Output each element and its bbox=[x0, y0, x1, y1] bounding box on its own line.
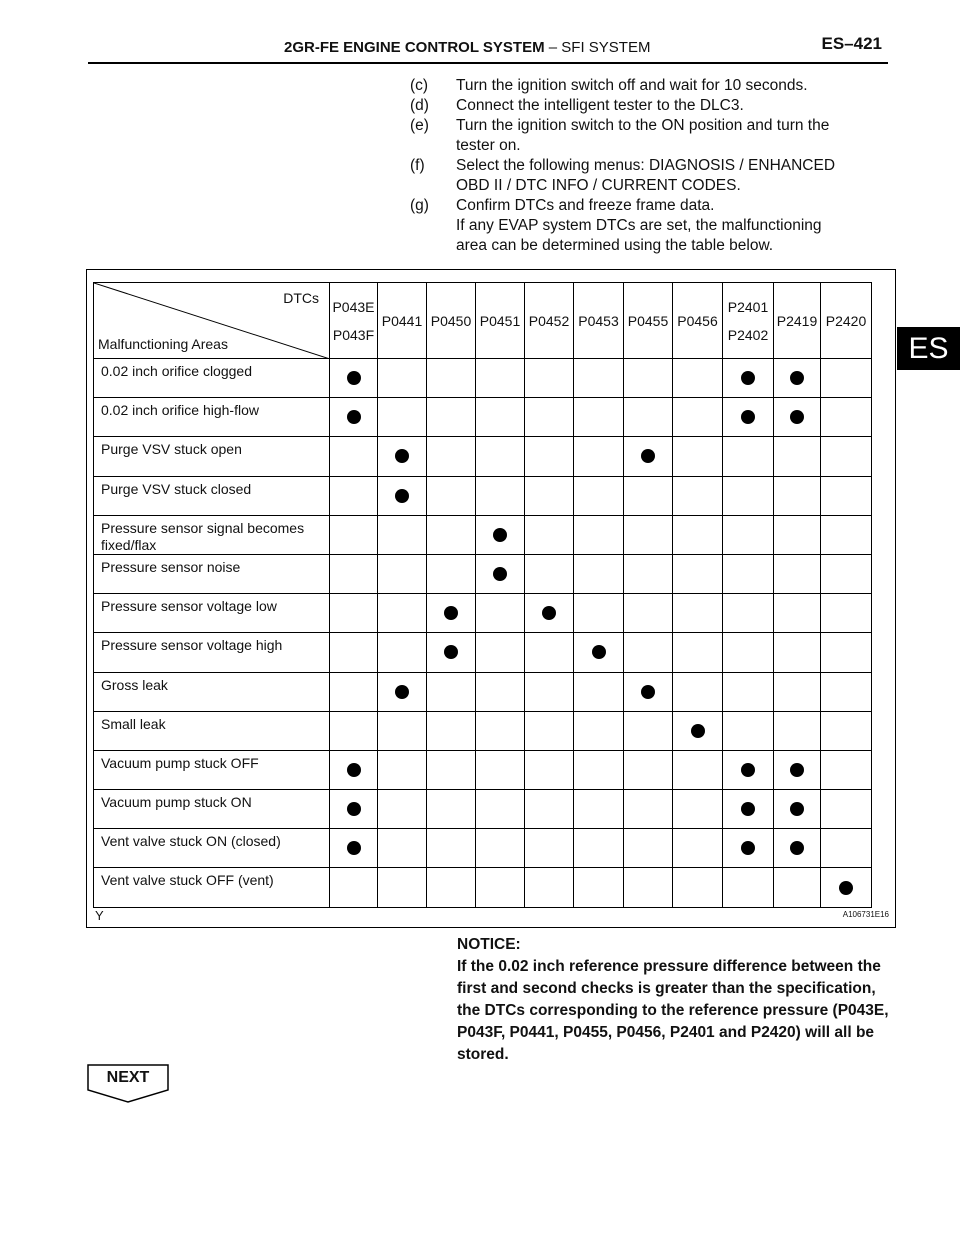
dtc-mark-cell bbox=[574, 398, 624, 437]
dtc-mark-cell bbox=[378, 398, 427, 437]
dtc-mark-cell bbox=[476, 711, 525, 750]
dtc-mark-cell bbox=[774, 790, 821, 829]
dtc-mark-cell bbox=[624, 790, 673, 829]
dtc-mark-cell bbox=[673, 868, 723, 907]
step-line: If any EVAP system DTCs are set, the malfunctioning bbox=[456, 217, 822, 234]
dtc-column-header bbox=[723, 283, 774, 359]
applicable-dot-icon bbox=[790, 763, 804, 777]
dtc-mark-cell bbox=[723, 476, 774, 515]
dtc-mark-cell bbox=[427, 672, 476, 711]
malfunction-area-cell: Vent valve stuck ON (closed) bbox=[94, 829, 330, 868]
malfunction-area-cell: Pressure sensor voltage low bbox=[94, 594, 330, 633]
dtc-mark-cell bbox=[821, 515, 872, 554]
dtc-mark-cell bbox=[673, 633, 723, 672]
next-button[interactable] bbox=[87, 1064, 169, 1104]
dtc-code: P2419 bbox=[776, 312, 818, 329]
dtc-mark-cell bbox=[476, 515, 525, 554]
dtc-mark-cell bbox=[574, 672, 624, 711]
procedure-step bbox=[410, 76, 900, 96]
procedure-step bbox=[410, 116, 900, 156]
step-text bbox=[456, 96, 900, 116]
malfunction-area-cell: Purge VSV stuck closed bbox=[94, 476, 330, 515]
applicable-dot-icon bbox=[592, 645, 606, 659]
dtc-column-header bbox=[427, 283, 476, 359]
dtc-mark-cell bbox=[525, 750, 574, 789]
dtc-mark-cell bbox=[624, 437, 673, 476]
dtc-mark-cell bbox=[574, 790, 624, 829]
dtc-code: P0441 bbox=[381, 312, 423, 329]
dtc-mark-cell bbox=[673, 554, 723, 593]
dtc-mark-cell bbox=[774, 398, 821, 437]
dtc-code: P043E bbox=[332, 298, 375, 315]
dtc-mark-cell bbox=[624, 672, 673, 711]
malfunction-area-cell: Pressure sensor noise bbox=[94, 554, 330, 593]
dtc-mark-cell bbox=[624, 868, 673, 907]
malfunction-area-cell: Vacuum pump stuck ON bbox=[94, 790, 330, 829]
notice-heading: NOTICE: bbox=[457, 936, 521, 953]
dtc-mark-cell bbox=[723, 750, 774, 789]
applicable-dot-icon bbox=[741, 802, 755, 816]
dtc-mark-cell bbox=[723, 398, 774, 437]
dtc-mark-cell bbox=[525, 790, 574, 829]
dtc-mark-cell bbox=[378, 750, 427, 789]
malfunction-area-cell: 0.02 inch orifice clogged bbox=[94, 359, 330, 398]
applicable-dot-icon bbox=[347, 763, 361, 777]
dtc-mark-cell bbox=[476, 868, 525, 907]
dtc-mark-cell bbox=[525, 829, 574, 868]
dtc-mark-cell bbox=[774, 711, 821, 750]
dtc-code: P043F bbox=[332, 326, 375, 343]
corner-areas-label: Malfunctioning Areas bbox=[98, 336, 228, 352]
dtc-mark-cell bbox=[821, 790, 872, 829]
dtc-mark-cell bbox=[427, 711, 476, 750]
dtc-mark-cell bbox=[821, 750, 872, 789]
step-label: (c) bbox=[410, 77, 429, 94]
step-line: OBD II / DTC INFO / CURRENT CODES. bbox=[456, 177, 741, 194]
applicable-dot-icon bbox=[741, 841, 755, 855]
dtc-mark-cell bbox=[476, 476, 525, 515]
dtc-code: P0455 bbox=[627, 312, 669, 329]
corner-dtcs-label: DTCs bbox=[283, 290, 319, 306]
dtc-mark-cell bbox=[673, 790, 723, 829]
dtc-mark-cell bbox=[574, 359, 624, 398]
dtc-mark-cell bbox=[525, 476, 574, 515]
corner-header bbox=[94, 283, 330, 359]
dtc-mark-cell bbox=[330, 398, 378, 437]
dtc-mark-cell bbox=[574, 868, 624, 907]
header-title: 2GR-FE ENGINE CONTROL SYSTEM – SFI SYSTEM bbox=[284, 39, 651, 56]
step-line: Turn the ignition switch to the ON position and turn the bbox=[456, 117, 830, 134]
dtc-mark-cell bbox=[427, 868, 476, 907]
dtc-mark-cell bbox=[378, 711, 427, 750]
dtc-mark-cell bbox=[774, 594, 821, 633]
dtc-code: P0451 bbox=[479, 312, 521, 329]
step-line: Select the following menus: DIAGNOSIS / ENHANCED bbox=[456, 157, 836, 174]
dtc-mark-cell bbox=[774, 633, 821, 672]
table-row bbox=[94, 515, 872, 554]
table-row bbox=[94, 476, 872, 515]
dtc-mark-cell bbox=[774, 868, 821, 907]
step-text bbox=[456, 156, 900, 196]
dtc-mark-cell bbox=[427, 476, 476, 515]
step-label: (f) bbox=[410, 157, 425, 174]
dtc-mark-cell bbox=[330, 672, 378, 711]
dtc-mark-cell bbox=[821, 672, 872, 711]
dtc-mark-cell bbox=[574, 594, 624, 633]
dtc-mark-cell bbox=[723, 633, 774, 672]
dtc-code: P0456 bbox=[677, 312, 718, 329]
dtc-mark-cell bbox=[574, 829, 624, 868]
dtc-mark-cell bbox=[723, 359, 774, 398]
dtc-mark-cell bbox=[476, 554, 525, 593]
dtc-mark-cell bbox=[378, 594, 427, 633]
dtc-mark-cell bbox=[673, 829, 723, 868]
dtc-mark-cell bbox=[525, 633, 574, 672]
applicable-dot-icon bbox=[641, 449, 655, 463]
procedure-step bbox=[410, 96, 900, 116]
dtc-mark-cell bbox=[525, 554, 574, 593]
dtc-mark-cell bbox=[624, 750, 673, 789]
dtc-mark-cell bbox=[624, 398, 673, 437]
dtc-mark-cell bbox=[821, 633, 872, 672]
dtc-mark-cell bbox=[525, 359, 574, 398]
dtc-mark-cell bbox=[673, 398, 723, 437]
table-row bbox=[94, 437, 872, 476]
dtc-mark-cell bbox=[574, 476, 624, 515]
dtc-mark-cell bbox=[673, 711, 723, 750]
dtc-mark-cell bbox=[624, 359, 673, 398]
dtc-mark-cell bbox=[476, 359, 525, 398]
dtc-mark-cell bbox=[476, 829, 525, 868]
dtc-mark-cell bbox=[624, 594, 673, 633]
dtc-code: P2401 bbox=[727, 298, 769, 315]
dtc-code: P0453 bbox=[578, 312, 619, 329]
dtc-code: P2402 bbox=[727, 326, 769, 343]
table-row bbox=[94, 790, 872, 829]
dtc-mark-cell bbox=[330, 476, 378, 515]
dtc-mark-cell bbox=[821, 437, 872, 476]
dtc-mark-cell bbox=[774, 476, 821, 515]
dtc-mark-cell bbox=[476, 633, 525, 672]
step-text bbox=[456, 196, 900, 256]
applicable-dot-icon bbox=[395, 449, 409, 463]
table-row bbox=[94, 359, 872, 398]
step-line: Turn the ignition switch off and wait for 10 seconds. bbox=[456, 77, 808, 94]
applicable-dot-icon bbox=[444, 606, 458, 620]
dtc-mark-cell bbox=[821, 398, 872, 437]
dtc-mark-cell bbox=[723, 868, 774, 907]
step-text bbox=[456, 116, 900, 156]
table-row bbox=[94, 554, 872, 593]
dtc-mark-cell bbox=[723, 672, 774, 711]
dtc-mark-cell bbox=[330, 554, 378, 593]
table-row bbox=[94, 398, 872, 437]
dtc-table bbox=[93, 282, 872, 908]
step-text bbox=[456, 76, 900, 96]
table-row bbox=[94, 711, 872, 750]
step-label: (d) bbox=[410, 97, 429, 114]
dtc-mark-cell bbox=[378, 359, 427, 398]
dtc-column-header bbox=[774, 283, 821, 359]
applicable-dot-icon bbox=[741, 410, 755, 424]
dtc-mark-cell bbox=[378, 672, 427, 711]
dtc-mark-cell bbox=[378, 829, 427, 868]
malfunction-area-cell: Vent valve stuck OFF (vent) bbox=[94, 868, 330, 907]
dtc-mark-cell bbox=[330, 359, 378, 398]
malfunction-area-cell: Pressure sensor voltage high bbox=[94, 633, 330, 672]
notice-body: If the 0.02 inch reference pressure difference between the first and second checks is greater than the specification, the DTCs corresponding to the reference pressure (P043E, P043F, P0441, P0455, P0456, P2401 and P2420) will all be stored. bbox=[457, 958, 889, 1063]
page-header bbox=[88, 34, 888, 64]
dtc-mark-cell bbox=[774, 554, 821, 593]
step-line: Confirm DTCs and freeze frame data. bbox=[456, 197, 715, 214]
dtc-column-header bbox=[574, 283, 624, 359]
step-line: Connect the intelligent tester to the DLC3. bbox=[456, 97, 744, 114]
dtc-mark-cell bbox=[821, 554, 872, 593]
dtc-mark-cell bbox=[821, 868, 872, 907]
dtc-mark-cell bbox=[330, 711, 378, 750]
figure-mark: Y bbox=[95, 908, 104, 923]
dtc-mark-cell bbox=[673, 750, 723, 789]
dtc-mark-cell bbox=[723, 790, 774, 829]
dtc-mark-cell bbox=[427, 515, 476, 554]
dtc-mark-cell bbox=[673, 594, 723, 633]
dtc-mark-cell bbox=[378, 515, 427, 554]
malfunction-area-cell: Gross leak bbox=[94, 672, 330, 711]
dtc-mark-cell bbox=[427, 829, 476, 868]
dtc-mark-cell bbox=[476, 790, 525, 829]
dtc-figure bbox=[86, 269, 896, 928]
applicable-dot-icon bbox=[542, 606, 556, 620]
dtc-mark-cell bbox=[723, 829, 774, 868]
applicable-dot-icon bbox=[347, 371, 361, 385]
applicable-dot-icon bbox=[839, 881, 853, 895]
dtc-mark-cell bbox=[330, 750, 378, 789]
dtc-mark-cell bbox=[723, 515, 774, 554]
dtc-mark-cell bbox=[774, 515, 821, 554]
dtc-column-header bbox=[624, 283, 673, 359]
dtc-mark-cell bbox=[673, 515, 723, 554]
table-row bbox=[94, 633, 872, 672]
dtc-mark-cell bbox=[673, 359, 723, 398]
dtc-mark-cell bbox=[330, 633, 378, 672]
dtc-mark-cell bbox=[574, 515, 624, 554]
applicable-dot-icon bbox=[444, 645, 458, 659]
dtc-mark-cell bbox=[427, 554, 476, 593]
dtc-mark-cell bbox=[378, 633, 427, 672]
applicable-dot-icon bbox=[493, 528, 507, 542]
dtc-mark-cell bbox=[774, 359, 821, 398]
applicable-dot-icon bbox=[741, 763, 755, 777]
section-tab: ES bbox=[897, 327, 960, 370]
dtc-mark-cell bbox=[774, 672, 821, 711]
dtc-mark-cell bbox=[427, 398, 476, 437]
applicable-dot-icon bbox=[493, 567, 507, 581]
dtc-mark-cell bbox=[378, 437, 427, 476]
dtc-mark-cell bbox=[774, 829, 821, 868]
dtc-code: P0452 bbox=[528, 312, 570, 329]
dtc-mark-cell bbox=[574, 750, 624, 789]
dtc-mark-cell bbox=[476, 594, 525, 633]
dtc-mark-cell bbox=[427, 790, 476, 829]
dtc-mark-cell bbox=[821, 594, 872, 633]
dtc-mark-cell bbox=[427, 633, 476, 672]
applicable-dot-icon bbox=[790, 802, 804, 816]
malfunction-area-cell: 0.02 inch orifice high-flow bbox=[94, 398, 330, 437]
procedure-step bbox=[410, 196, 900, 256]
dtc-mark-cell bbox=[525, 868, 574, 907]
dtc-mark-cell bbox=[723, 711, 774, 750]
applicable-dot-icon bbox=[790, 371, 804, 385]
dtc-mark-cell bbox=[574, 711, 624, 750]
page-number: ES–421 bbox=[821, 34, 882, 53]
malfunction-area-cell: Pressure sensor signal becomes fixed/flax bbox=[94, 515, 330, 554]
dtc-mark-cell bbox=[624, 633, 673, 672]
dtc-mark-cell bbox=[673, 672, 723, 711]
dtc-column-header bbox=[330, 283, 378, 359]
dtc-mark-cell bbox=[525, 711, 574, 750]
applicable-dot-icon bbox=[347, 802, 361, 816]
table-row bbox=[94, 672, 872, 711]
dtc-mark-cell bbox=[624, 554, 673, 593]
dtc-mark-cell bbox=[574, 554, 624, 593]
dtc-mark-cell bbox=[378, 790, 427, 829]
dtc-mark-cell bbox=[723, 437, 774, 476]
dtc-column-header bbox=[476, 283, 525, 359]
dtc-mark-cell bbox=[330, 868, 378, 907]
dtc-mark-cell bbox=[525, 515, 574, 554]
dtc-mark-cell bbox=[427, 359, 476, 398]
step-label: (e) bbox=[410, 117, 429, 134]
dtc-mark-cell bbox=[673, 476, 723, 515]
procedure-steps bbox=[410, 76, 900, 256]
next-label: NEXT bbox=[106, 1069, 150, 1086]
step-line: tester on. bbox=[456, 137, 521, 154]
malfunction-area-cell: Small leak bbox=[94, 711, 330, 750]
dtc-mark-cell bbox=[330, 829, 378, 868]
table-row bbox=[94, 750, 872, 789]
dtc-mark-cell bbox=[427, 594, 476, 633]
dtc-mark-cell bbox=[624, 476, 673, 515]
table-row bbox=[94, 594, 872, 633]
applicable-dot-icon bbox=[741, 371, 755, 385]
dtc-mark-cell bbox=[525, 437, 574, 476]
dtc-mark-cell bbox=[673, 437, 723, 476]
applicable-dot-icon bbox=[395, 685, 409, 699]
table-row bbox=[94, 829, 872, 868]
applicable-dot-icon bbox=[347, 841, 361, 855]
dtc-mark-cell bbox=[330, 437, 378, 476]
applicable-dot-icon bbox=[691, 724, 705, 738]
dtc-mark-cell bbox=[821, 476, 872, 515]
procedure-step bbox=[410, 156, 900, 196]
dtc-column-header bbox=[525, 283, 574, 359]
dtc-mark-cell bbox=[378, 554, 427, 593]
dtc-code: P0450 bbox=[430, 312, 472, 329]
figure-id: A106731E16 bbox=[842, 910, 889, 919]
dtc-mark-cell bbox=[330, 594, 378, 633]
dtc-column-header bbox=[378, 283, 427, 359]
dtc-mark-cell bbox=[476, 750, 525, 789]
dtc-mark-cell bbox=[624, 711, 673, 750]
malfunction-area-cell: Vacuum pump stuck OFF bbox=[94, 750, 330, 789]
dtc-mark-cell bbox=[476, 398, 525, 437]
dtc-mark-cell bbox=[821, 359, 872, 398]
table-header-row bbox=[94, 283, 872, 359]
dtc-mark-cell bbox=[624, 515, 673, 554]
dtc-column-header bbox=[673, 283, 723, 359]
malfunction-area-cell: Purge VSV stuck open bbox=[94, 437, 330, 476]
dtc-mark-cell bbox=[723, 594, 774, 633]
applicable-dot-icon bbox=[395, 489, 409, 503]
applicable-dot-icon bbox=[641, 685, 655, 699]
dtc-mark-cell bbox=[330, 515, 378, 554]
dtc-mark-cell bbox=[574, 437, 624, 476]
notice-text bbox=[457, 934, 897, 1066]
dtc-mark-cell bbox=[723, 554, 774, 593]
dtc-mark-cell bbox=[774, 750, 821, 789]
dtc-mark-cell bbox=[476, 672, 525, 711]
applicable-dot-icon bbox=[347, 410, 361, 424]
dtc-code: P2420 bbox=[825, 312, 867, 329]
dtc-mark-cell bbox=[378, 476, 427, 515]
dtc-mark-cell bbox=[525, 672, 574, 711]
dtc-mark-cell bbox=[525, 594, 574, 633]
dtc-mark-cell bbox=[427, 437, 476, 476]
dtc-mark-cell bbox=[378, 868, 427, 907]
dtc-mark-cell bbox=[525, 398, 574, 437]
step-label: (g) bbox=[410, 197, 429, 214]
step-line: area can be determined using the table below. bbox=[456, 237, 774, 254]
table-row bbox=[94, 868, 872, 907]
dtc-mark-cell bbox=[574, 633, 624, 672]
dtc-mark-cell bbox=[330, 790, 378, 829]
dtc-mark-cell bbox=[821, 829, 872, 868]
dtc-mark-cell bbox=[476, 437, 525, 476]
dtc-mark-cell bbox=[427, 750, 476, 789]
dtc-column-header bbox=[821, 283, 872, 359]
applicable-dot-icon bbox=[790, 841, 804, 855]
applicable-dot-icon bbox=[790, 410, 804, 424]
dtc-mark-cell bbox=[821, 711, 872, 750]
dtc-mark-cell bbox=[774, 437, 821, 476]
dtc-mark-cell bbox=[624, 829, 673, 868]
